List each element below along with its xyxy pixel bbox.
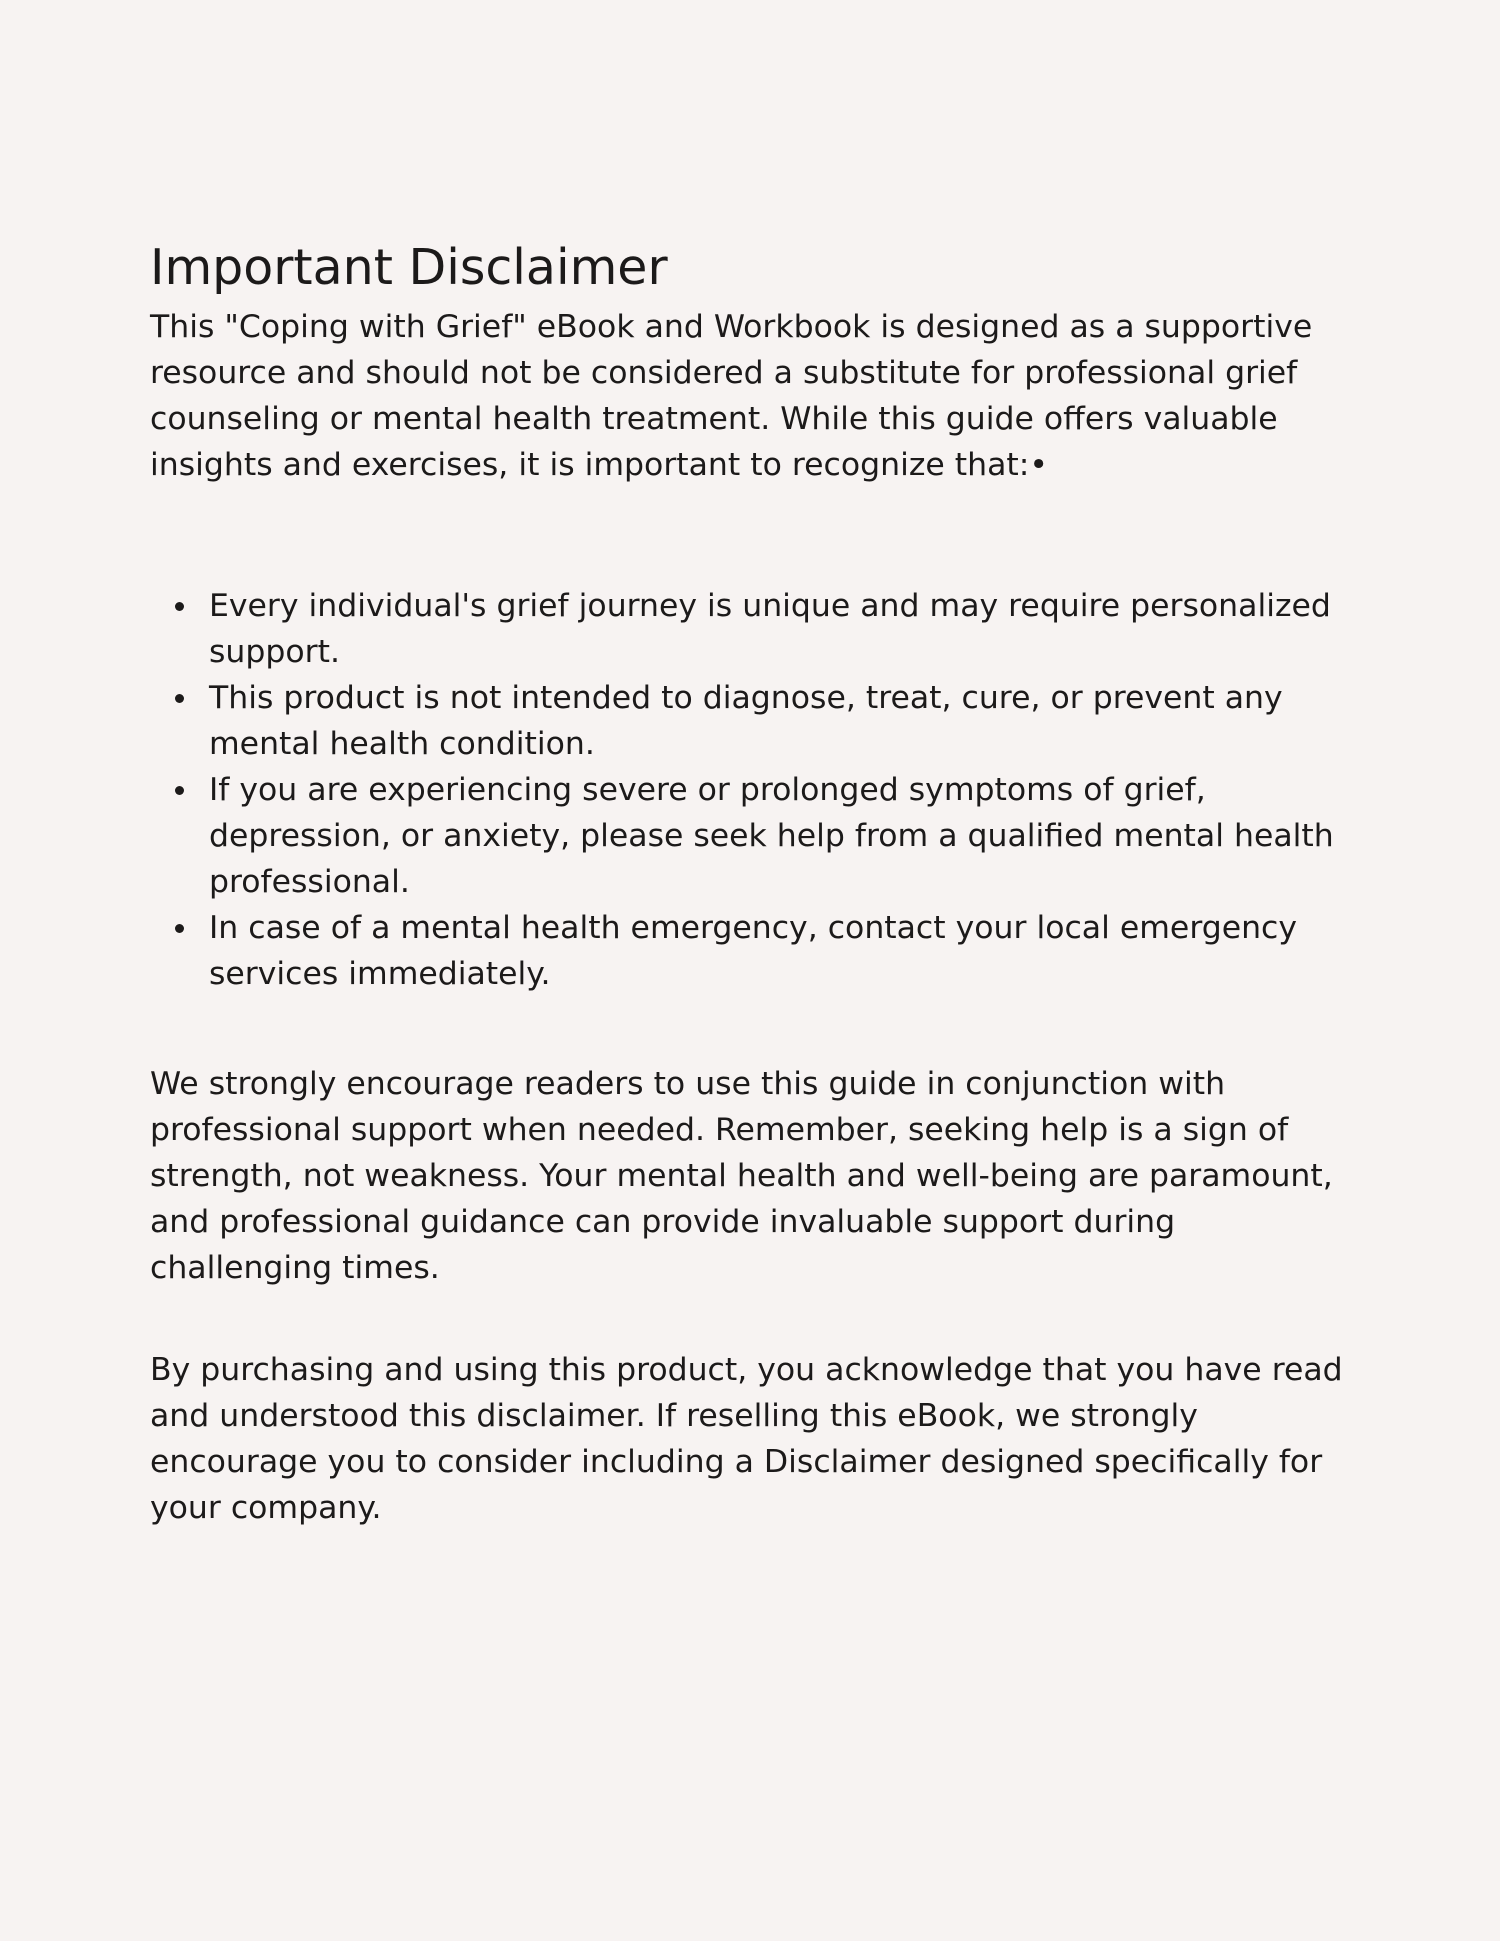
- list-item: [150, 767, 1350, 905]
- list-item: [150, 583, 1350, 675]
- disclaimer-bullet-list: [150, 583, 1350, 997]
- acknowledgement-paragraph: By purchasing and using this product, you acknowledge that you have read and understood this disclaimer. If reselling this eBook, we strongly encourage you to consider including a Disclaimer designed specifically for your company.: [150, 1352, 1343, 1526]
- list-item-text: If you are experiencing severe or prolonged symptoms of grief, depression, or anxiety, please seek help from a qualified mental health professional.: [209, 772, 1334, 900]
- bullet-icon: [175, 602, 184, 611]
- list-item-text: This product is not intended to diagnose, treat, cure, or prevent any mental health condition.: [209, 680, 1283, 762]
- disclaimer-content: [150, 232, 1350, 1531]
- encouragement-paragraph: We strongly encourage readers to use this guide in conjunction with professional support when needed. Remember, seeking help is a sign of strength, not weakness. Your mental health and well-being are paramount, and professional guidance can provide invaluable support during challenging times.: [150, 1066, 1333, 1286]
- intro-paragraph: This "Coping with Grief" eBook and Workbook is designed as a supportive resource and should not be considered a substitute for professional grief counseling or mental health treatment. While this guide offers valuable insights and exercises, it is important to recognize that:•: [150, 309, 1313, 483]
- page-title: Important Disclaimer: [150, 239, 668, 296]
- list-item: [150, 905, 1350, 997]
- bullet-icon: [175, 786, 184, 795]
- bullet-icon: [175, 924, 184, 933]
- list-item-text: In case of a mental health emergency, contact your local emergency services immediately.: [209, 910, 1298, 992]
- list-item-text: Every individual's grief journey is unique and may require personalized support.: [209, 588, 1331, 670]
- bullet-icon: [175, 694, 184, 703]
- list-item: [150, 675, 1350, 767]
